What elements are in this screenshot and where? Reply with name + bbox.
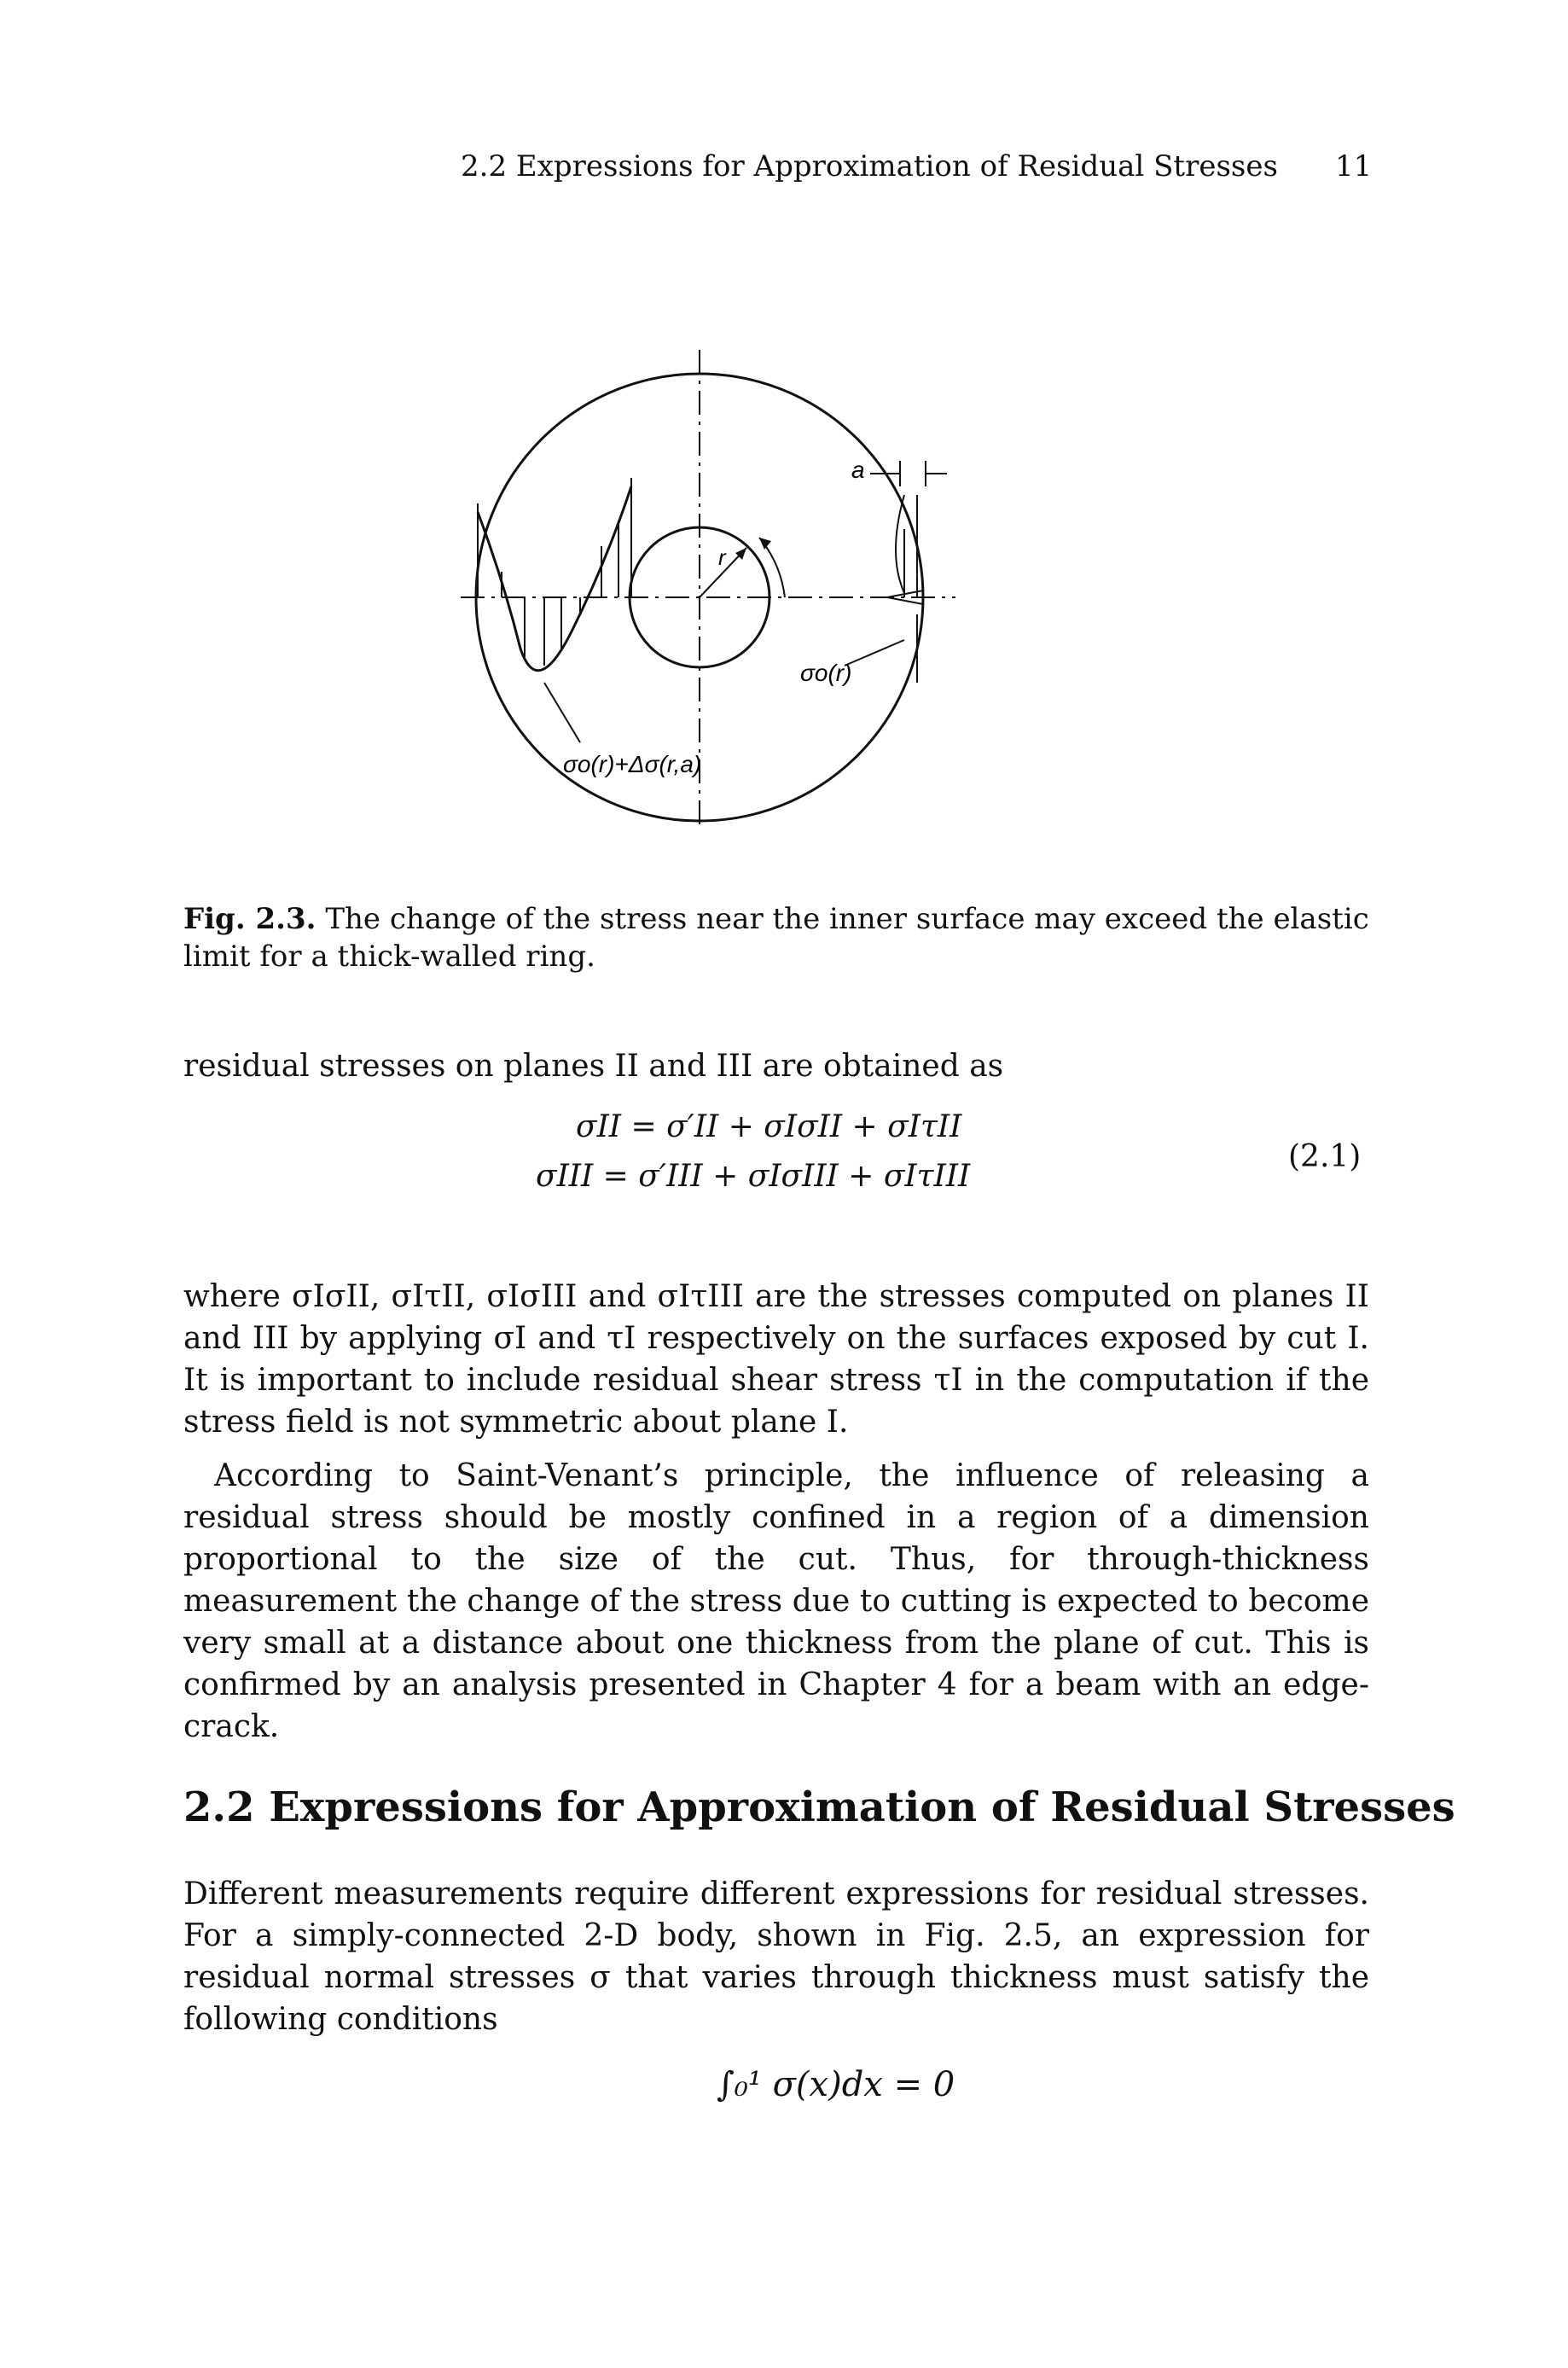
page-number: 11 [1335,149,1373,183]
label-a: a [851,457,865,483]
paragraph-1: where σIσII, σIτII, σIσIII and σIτIII are the stresses computed on planes II and III by applying σI and τI respectively on the surfaces exposed by cut I. It is important to include residual shear stress τI in the computation if the stress field is not symmetric about plane I. [183,1279,1369,1440]
arc-arrowhead [759,538,771,550]
intro-text: residual stresses on planes II and III are obtained as [183,1049,1004,1084]
caption-label: Fig. 2.3. [183,902,317,936]
sigma-delta-pointer [544,683,580,742]
sigma-o-pointer [845,640,904,666]
paragraph-3: Different measurements require different expressions for residual stresses. For a simply-connected 2-D body, shown in Fig. 2.5, an expression for residual normal stresses σ that varies through thickness must satisfy the following conditions [183,1876,1369,2037]
figure-thick-walled-ring [444,341,955,836]
integral-equation: ∫₀¹ σ(x)dx = 0 [717,2065,955,2104]
right-stress-curve [896,495,904,593]
page-header [0,149,1568,201]
paragraph-2: According to Saint-Venant’s principle, the influence of releasing a residual stress should be mostly confined in a region of a dimension proportional to the size of the cut. Thus, for through-thickness measurement the change of the stress due to cutting is expected to become very small at a distance about one thickness from the plane of cut. This is confirmed by an analysis presented in Chapter 4 for a beam with an edge-crack. [183,1458,1369,1744]
section-title: 2.2 Expressions for Approximation of Residual Stresses [183,1783,1455,1831]
running-title: 2.2 Expressions for Approximation of Residual Stresses [461,149,1278,183]
label-r: r [718,544,726,570]
label-sigma-delta: σo(r)+Δσ(r,a) [563,751,702,777]
figure-caption [183,900,1369,975]
equation-line-1: σII = σ′II + σIσII + σIτII [576,1109,962,1144]
label-sigma-o: σo(r) [800,660,852,686]
caption-text: The change of the stress near the inner surface may exceed the elastic limit for a thick-walled ring. [183,902,1369,974]
ring-diagram [444,341,955,836]
equation-number: (2.1) [1288,1139,1362,1174]
equation-line-2: σIII = σ′III + σIσIII + σIτIII [536,1159,971,1194]
